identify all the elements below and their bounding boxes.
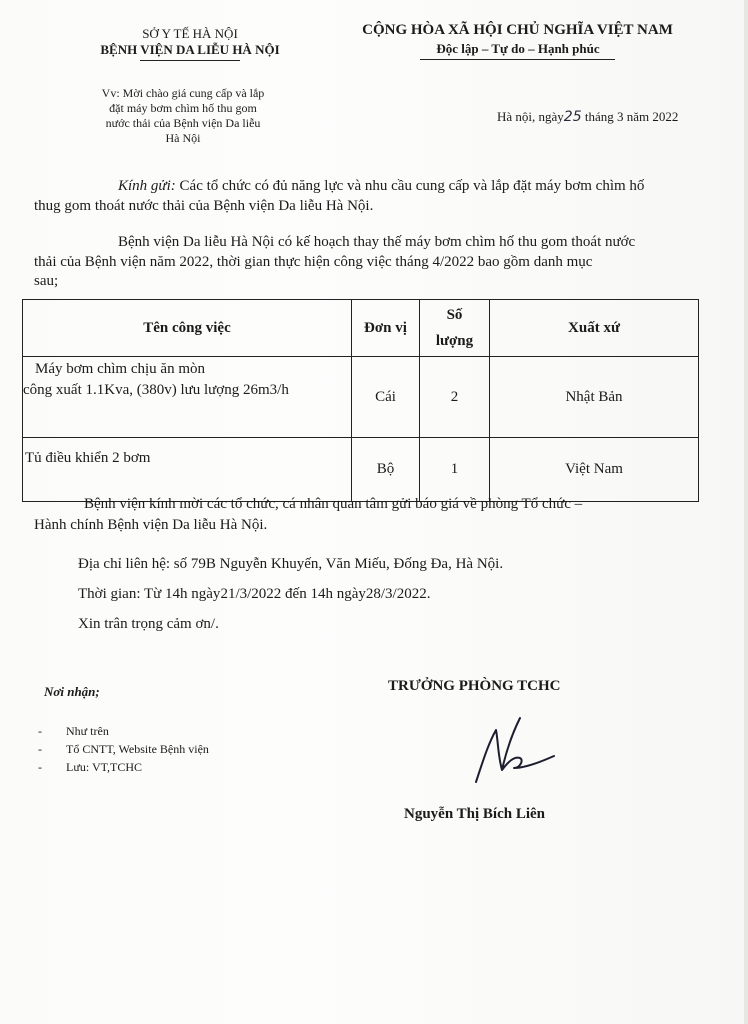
header-qty-line-1: Số bbox=[446, 307, 463, 323]
invite-line-2: Hành chính Bệnh viện Da liễu Hà Nội. bbox=[34, 517, 268, 533]
row-1-unit: Cái bbox=[352, 357, 420, 438]
recipient-1: Như trên bbox=[66, 724, 109, 738]
row-2-unit: Bộ bbox=[352, 438, 420, 502]
row-1-name-line-2: công xuất 1.1Kva, (380v) lưu lượng 26m3/h bbox=[23, 382, 289, 398]
country-name: CỘNG HÒA XÃ HỘI CHỦ NGHĨA VIỆT NAM bbox=[362, 22, 673, 38]
list-item: - Lưu: VT,TCHC bbox=[38, 760, 143, 774]
table-header-row bbox=[23, 300, 699, 357]
row-1-name bbox=[23, 357, 352, 438]
motto: Độc lập – Tự do – Hạnh phúc bbox=[436, 41, 600, 56]
row-2-name: Tủ điều khiển 2 bơm bbox=[23, 438, 352, 502]
subject-line-1: Vv: Mời chào giá cung cấp và lắp bbox=[101, 86, 265, 100]
time-prefix: Thời gian: Từ 14h ngày bbox=[78, 586, 221, 602]
header-unit: Đơn vị bbox=[352, 300, 420, 357]
org-parent: SỞ Y TẾ HÀ NỘI bbox=[142, 26, 238, 41]
date-prefix: Hà nội, ngày bbox=[497, 109, 564, 124]
recipients-list bbox=[38, 722, 209, 776]
subject-line-2: đặt máy bơm chìm hố thu gom bbox=[109, 101, 257, 115]
intro-line-1: Bệnh viện Da liễu Hà Nội có kế hoạch thay thế máy bơm chìm hố thu gom thoát nước bbox=[118, 234, 636, 250]
subject bbox=[78, 86, 288, 146]
recipient-2: Tổ CNTT, Website Bệnh viện bbox=[66, 742, 209, 756]
list-item: - Như trên bbox=[38, 724, 109, 738]
intro-line-3: sau; bbox=[34, 273, 59, 289]
subject-line-3: nước thải của Bệnh viện Da liễu bbox=[105, 116, 261, 130]
org-name: BỆNH VIỆN DA LIỄU HÀ NỘI bbox=[100, 42, 280, 57]
greeting-line-1 bbox=[118, 178, 644, 195]
page-edge bbox=[744, 0, 748, 1024]
signature-title: TRƯỞNG PHÒNG TCHC bbox=[388, 678, 561, 694]
recipient-3: Lưu: VT,TCHC bbox=[66, 760, 143, 774]
row-1-quantity: 2 bbox=[420, 357, 490, 438]
row-1-name-line-1: Máy bơm chìm chịu ăn mòn bbox=[35, 361, 205, 377]
header-qty-line-2: lượng bbox=[435, 333, 474, 349]
date-line bbox=[497, 109, 678, 125]
date-day: 25 bbox=[563, 109, 582, 125]
recipients-title: Nơi nhận; bbox=[44, 684, 100, 699]
greeting-line-2: thug gom thoát nước thải của Bệnh viện Da liễu Hà Nội. bbox=[34, 198, 374, 214]
subject-line-4: Hà Nội bbox=[165, 131, 201, 145]
table-row bbox=[23, 357, 699, 438]
thanks: Xin trân trọng cảm ơn/. bbox=[78, 616, 219, 632]
time-end: 28/3/2022. bbox=[365, 586, 431, 602]
motto-underline bbox=[420, 59, 615, 60]
row-2-origin: Việt Nam bbox=[490, 438, 699, 502]
header-job-name: Tên công việc bbox=[23, 300, 352, 357]
intro-line-2: thải của Bệnh viện năm 2022, thời gian thực hiện công việc tháng 4/2022 bao gồm danh mục bbox=[34, 254, 593, 270]
row-1-origin: Nhật Bản bbox=[490, 357, 699, 438]
handwritten-signature bbox=[462, 712, 572, 792]
greeting-text: Các tổ chức có đủ năng lực và nhu cầu cung cấp và lắp đặt máy bơm chìm hố bbox=[179, 178, 645, 194]
date-month-label: tháng bbox=[584, 109, 614, 124]
org-underline bbox=[140, 60, 240, 61]
list-item: - Tổ CNTT, Website Bệnh viện bbox=[38, 742, 209, 756]
date-month: 3 bbox=[617, 109, 624, 124]
time-line bbox=[78, 586, 430, 603]
items-table bbox=[22, 299, 699, 502]
time-mid: đến 14h ngày bbox=[285, 586, 366, 602]
table-row bbox=[23, 438, 699, 502]
greeting-label: Kính gửi: bbox=[118, 178, 176, 194]
time-start: 21/3/2022 bbox=[220, 586, 282, 602]
row-2-quantity: 1 bbox=[420, 438, 490, 502]
header-origin: Xuất xứ bbox=[490, 300, 699, 357]
date-year: năm 2022 bbox=[626, 109, 679, 124]
signer-name: Nguyễn Thị Bích Liên bbox=[404, 806, 546, 822]
invite-line-1: Bệnh viện kính mời các tổ chức, cá nhân quan tâm gửi báo giá về phòng Tổ chức – bbox=[84, 496, 583, 512]
contact-address: Địa chỉ liên hệ: số 79B Nguyễn Khuyến, Văn Miếu, Đống Đa, Hà Nội. bbox=[78, 556, 504, 572]
header-quantity bbox=[420, 300, 490, 357]
